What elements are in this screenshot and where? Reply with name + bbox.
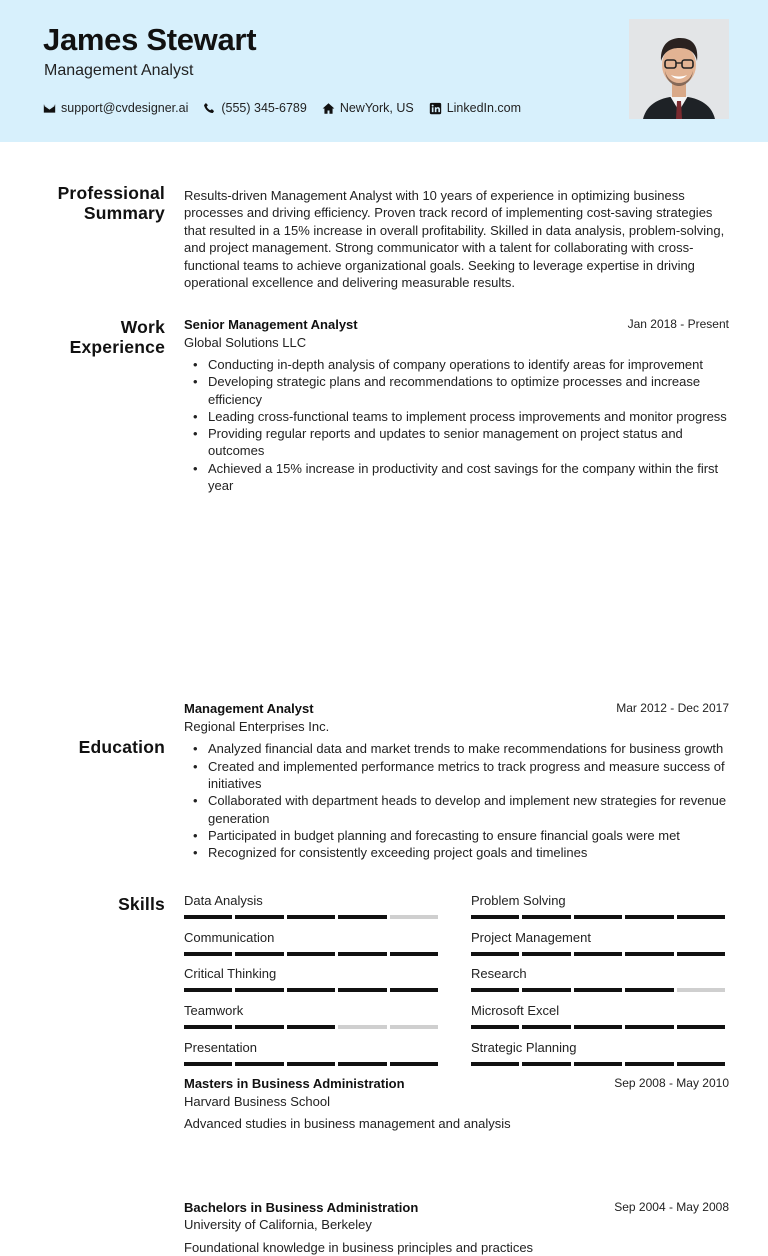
- section-title-education: [40, 737, 165, 757]
- skill-level-segment: [625, 1025, 673, 1029]
- skill-item: [184, 930, 441, 956]
- job-company: Regional Enterprises Inc.: [184, 718, 330, 734]
- skill-level-segment: [625, 988, 673, 992]
- skill-item: [471, 1040, 728, 1066]
- education-school: Harvard Business School: [184, 1093, 330, 1109]
- skill-level-segment: [338, 915, 386, 919]
- skill-item: [471, 930, 728, 956]
- skill-level-segment: [235, 952, 283, 956]
- skill-level-segment: [235, 915, 283, 919]
- skill-item: [184, 1040, 441, 1066]
- skill-level-segment: [522, 1062, 570, 1066]
- skill-level-segment: [625, 915, 673, 919]
- skill-level-segment: [677, 1062, 725, 1066]
- education-description: Foundational knowledge in business principles and practices: [184, 1239, 534, 1255]
- skill-level-bar: [471, 952, 728, 956]
- avatar: [629, 19, 729, 119]
- skill-level-segment: [338, 1062, 386, 1066]
- skill-level-segment: [184, 988, 232, 992]
- skill-level-segment: [287, 952, 335, 956]
- section-title-work: [40, 317, 165, 357]
- skill-item: [184, 1003, 441, 1029]
- job-entry: [184, 700, 729, 861]
- job-bullet: • Developing strategic plans and recommendations to optimize processes and increase efficiency: [208, 373, 729, 408]
- candidate-title: Management Analyst: [44, 62, 194, 79]
- skill-level-segment: [574, 952, 622, 956]
- skill-level-segment: [625, 952, 673, 956]
- education-description: Advanced studies in business management and analysis: [184, 1116, 511, 1132]
- section-title-summary-line2: Summary: [83, 203, 165, 223]
- contact-phone[interactable]: [203, 101, 306, 115]
- job-bullet: • Conducting in-depth analysis of company operations to identify areas for improvement: [208, 356, 729, 373]
- linkedin-icon: [429, 102, 442, 115]
- skill-level-bar: [471, 1062, 728, 1066]
- skill-level-segment: [338, 1025, 386, 1029]
- skill-level-segment: [390, 915, 438, 919]
- education-date: Sep 2008 - May 2010: [614, 1076, 729, 1091]
- home-icon: [322, 102, 335, 115]
- skill-level-segment: [677, 915, 725, 919]
- section-title-skills: [40, 894, 165, 914]
- skill-level-segment: [184, 952, 232, 956]
- contact-linkedin-text: LinkedIn.com: [446, 101, 522, 115]
- skill-level-bar: [471, 1025, 728, 1029]
- skill-item: [471, 966, 728, 992]
- skill-level-segment: [390, 1025, 438, 1029]
- contact-list: [43, 101, 536, 115]
- skill-level-bar: [184, 915, 441, 919]
- skill-level-segment: [574, 988, 622, 992]
- skill-item: [184, 966, 441, 992]
- phone-icon: [203, 102, 216, 115]
- job-bullet: • Providing regular reports and updates to senior management on project status and outcomes: [208, 425, 729, 460]
- skill-name: Communication: [184, 930, 275, 945]
- skill-level-segment: [235, 1025, 283, 1029]
- skill-level-bar: [184, 952, 441, 956]
- job-bullet: • Leading cross-functional teams to implement process improvements and monitor progress: [208, 408, 729, 425]
- skill-level-segment: [677, 952, 725, 956]
- skill-level-segment: [471, 988, 519, 992]
- skill-name: Presentation: [184, 1040, 257, 1055]
- job-bullet: • Achieved a 15% increase in productivity and cost savings for the company within the first year: [208, 460, 729, 495]
- skill-level-segment: [390, 952, 438, 956]
- skill-name: Research: [471, 966, 527, 981]
- skill-name: Data Analysis: [184, 893, 263, 908]
- skill-level-segment: [677, 1025, 725, 1029]
- section-title-work-line1: Work: [120, 317, 165, 337]
- skill-level-segment: [471, 1025, 519, 1029]
- candidate-name: James Stewart: [43, 22, 257, 57]
- education-school: University of California, Berkeley: [184, 1217, 372, 1233]
- job-date: Mar 2012 - Dec 2017: [616, 701, 729, 716]
- skill-level-segment: [471, 952, 519, 956]
- education-degree: Masters in Business Administration: [184, 1076, 405, 1092]
- skill-level-segment: [235, 988, 283, 992]
- skill-level-segment: [287, 1025, 335, 1029]
- job-bullets: [184, 356, 729, 494]
- skill-level-segment: [287, 915, 335, 919]
- contact-location: [322, 101, 414, 115]
- job-entry: [184, 316, 729, 494]
- skill-level-segment: [522, 988, 570, 992]
- section-title-work-line2: Experience: [69, 337, 165, 357]
- skill-level-segment: [522, 915, 570, 919]
- section-title-summary-line1: Professional: [57, 183, 165, 203]
- education-entry: [184, 1199, 729, 1256]
- avatar-portrait: [629, 19, 729, 119]
- job-title: Senior Management Analyst: [184, 317, 358, 332]
- skill-level-segment: [471, 1062, 519, 1066]
- skill-level-segment: [390, 1062, 438, 1066]
- job-bullets: [184, 740, 729, 861]
- skill-level-segment: [338, 952, 386, 956]
- skill-level-segment: [522, 1025, 570, 1029]
- skill-name: Teamwork: [184, 1003, 244, 1018]
- skill-name: Microsoft Excel: [471, 1003, 560, 1018]
- education-date: Sep 2004 - May 2008: [614, 1199, 729, 1214]
- skill-level-segment: [184, 1062, 232, 1066]
- job-title: Management Analyst: [184, 701, 314, 717]
- section-title-skills-text: Skills: [118, 894, 165, 914]
- skill-item: [184, 893, 441, 919]
- job-bullet: • Collaborated with department heads to develop and implement new strategies for revenue generation: [208, 792, 729, 827]
- summary-text: Results-driven Management Analyst with 10 years of experience in optimizing business processes and driving efficiency. Proven track record of implementing cost-saving strategies that resulted in a 15% increase in overall profitability. Skilled in data analysis, problem-solving, and project management. Strong communicator with a talent for collaborating with cross-functional teams to achieve organizational goals. Seeking to leverage expertise in driving operational excellence and delivering measurable results.: [184, 188, 725, 291]
- skill-level-segment: [574, 1062, 622, 1066]
- education-entry: [184, 1075, 729, 1133]
- skill-level-segment: [574, 1025, 622, 1029]
- job-company: Global Solutions LLC: [184, 334, 307, 350]
- skill-item: [471, 893, 728, 919]
- skill-level-bar: [184, 1062, 441, 1066]
- resume-header: [0, 0, 768, 142]
- skill-level-segment: [287, 988, 335, 992]
- contact-email-text: support@cvdesigner.ai: [61, 101, 189, 115]
- skill-level-segment: [522, 952, 570, 956]
- envelope-icon: [43, 102, 56, 115]
- job-date: Jan 2018 - Present: [627, 317, 729, 331]
- skill-level-bar: [471, 915, 728, 919]
- contact-location-text: NewYork, US: [339, 101, 414, 115]
- skill-name: Strategic Planning: [471, 1040, 577, 1055]
- contact-phone-text: (555) 345-6789: [221, 101, 307, 115]
- skill-level-segment: [184, 915, 232, 919]
- skill-level-segment: [574, 915, 622, 919]
- skill-level-segment: [677, 988, 725, 992]
- job-bullet: • Participated in budget planning and forecasting to ensure financial goals were met: [208, 827, 729, 844]
- section-title-summary: [40, 183, 165, 223]
- skill-level-segment: [390, 988, 438, 992]
- skill-level-segment: [235, 1062, 283, 1066]
- skill-level-bar: [184, 988, 441, 992]
- section-title-education-text: Education: [78, 737, 165, 757]
- skill-level-bar: [471, 988, 728, 992]
- skill-level-segment: [625, 1062, 673, 1066]
- job-bullet: • Created and implemented performance metrics to track progress and measure success of initiatives: [208, 758, 729, 793]
- education-degree: Bachelors in Business Administration: [184, 1199, 419, 1215]
- contact-email[interactable]: [43, 101, 188, 115]
- skill-item: [471, 1003, 728, 1029]
- skill-name: Critical Thinking: [184, 966, 277, 981]
- skill-name: Problem Solving: [471, 893, 566, 908]
- skill-level-segment: [287, 1062, 335, 1066]
- skill-name: Project Management: [471, 930, 591, 945]
- job-bullet: • Analyzed financial data and market trends to make recommendations for business growth: [208, 740, 729, 757]
- skill-level-segment: [184, 1025, 232, 1029]
- job-bullet: • Recognized for consistently exceeding project goals and timelines: [208, 844, 729, 861]
- skill-level-segment: [471, 915, 519, 919]
- skill-level-segment: [338, 988, 386, 992]
- contact-linkedin[interactable]: [429, 101, 521, 115]
- skill-level-bar: [184, 1025, 441, 1029]
